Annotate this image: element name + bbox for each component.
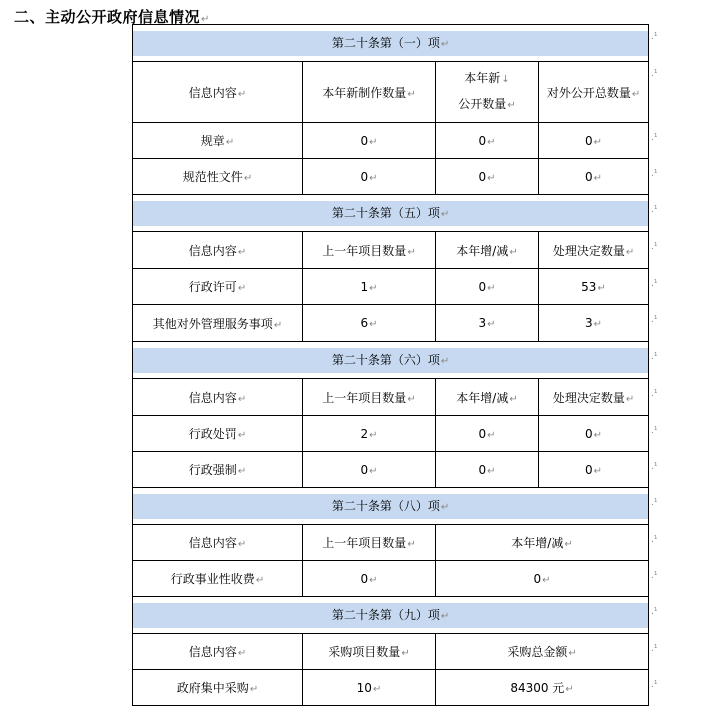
table-header-row [133,62,649,123]
row-end-mark-icon: .¹ [651,133,658,143]
section-title: 第二十条第（八）项↵ [133,494,648,519]
section-title: 第二十条第（一）项↵ [133,31,648,56]
header-cell: 处理决定数量↵ [539,232,649,269]
cell: 0↵ [539,416,649,452]
section-title-row [133,597,649,634]
row-end-mark-icon: .¹ [651,644,658,654]
row-label: 其他对外管理服务事项↵ [133,305,303,342]
section-title: 第二十条第（五）项↵ [133,201,648,226]
row-label: 行政强制↵ [133,452,303,488]
header-cell: 本年增/减↵ [436,379,539,416]
row-end-mark-icon: .¹ [651,498,658,508]
header-cell: 信息内容↵ [133,634,303,670]
paragraph-mark-icon: ↵ [201,14,210,25]
row-end-mark-icon: .¹ [651,680,658,690]
header-cell: 采购项目数量↵ [303,634,436,670]
header-cell: 本年新制作数量↵ [303,62,436,123]
header-cell: 上一年项目数量↵ [303,232,436,269]
cell: 0↵ [303,123,436,159]
row-end-mark-icon: .¹ [651,462,658,472]
cell: 0↵ [539,159,649,195]
row-label: 政府集中采购↵ [133,670,303,706]
table-header-row [133,232,649,269]
cell: 0↵ [436,416,539,452]
cell: 0↵ [539,123,649,159]
cell: 3↵ [539,305,649,342]
table-header-row [133,379,649,416]
cell: 0↵ [436,269,539,305]
section-title: 第二十条第（六）项↵ [133,348,648,373]
row-label: 行政事业性收费↵ [133,561,303,597]
row-end-mark-icon: .¹ [651,535,658,545]
disclosure-table [132,24,649,706]
table-row [133,416,649,452]
table-row [133,452,649,488]
section-title-row [133,342,649,379]
cell: 0↵ [303,452,436,488]
row-end-mark-icon: .¹ [651,32,658,42]
row-label: 规范性文件↵ [133,159,303,195]
header-cell: 信息内容↵ [133,62,303,123]
table-row [133,123,649,159]
row-end-mark-icon: .¹ [651,607,658,617]
row-end-mark-icon: .¹ [651,426,658,436]
cell: 53↵ [539,269,649,305]
header-cell: 信息内容↵ [133,525,303,561]
row-end-mark-icon: .¹ [651,279,658,289]
cell: 0↵ [436,159,539,195]
row-end-mark-icon: .¹ [651,571,658,581]
row-label: 行政许可↵ [133,269,303,305]
row-end-mark-icon: .¹ [651,242,658,252]
header-cell: 上一年项目数量↵ [303,379,436,416]
header-cell: 信息内容↵ [133,232,303,269]
section-title-row [133,195,649,232]
header-cell: 对外公开总数量↵ [539,62,649,123]
cell: 10↵ [303,670,436,706]
heading-text: 二、主动公开政府信息情况 [14,8,201,26]
row-end-mark-icon: .¹ [651,315,658,325]
cell: 0↵ [436,561,649,597]
cell: 2↵ [303,416,436,452]
cell: 0↵ [436,123,539,159]
header-cell: 本年新↓ 公开数量↵ [436,62,539,123]
cell: 1↵ [303,269,436,305]
row-label: 规章↵ [133,123,303,159]
cell: 0↵ [303,159,436,195]
row-end-mark-icon: .¹ [651,205,658,215]
table-header-row [133,525,649,561]
header-cell: 本年增/减↵ [436,232,539,269]
header-cell: 采购总金额↵ [436,634,649,670]
cell: 6↵ [303,305,436,342]
header-cell: 本年增/减↵ [436,525,649,561]
header-cell: 处理决定数量↵ [539,379,649,416]
table-row [133,561,649,597]
row-end-mark-icon: .¹ [651,169,658,179]
cell: 0↵ [303,561,436,597]
table-row [133,159,649,195]
row-end-mark-icon: .¹ [651,352,658,362]
table-row [133,305,649,342]
table-row [133,670,649,706]
header-cell: 信息内容↵ [133,379,303,416]
section-title: 第二十条第（九）项↵ [133,603,648,628]
section-title-row [133,488,649,525]
cell: 0↵ [436,452,539,488]
cell: 3↵ [436,305,539,342]
section-title-row [133,25,649,62]
cell: 0↵ [539,452,649,488]
row-end-mark-icon: .¹ [651,389,658,399]
table-row [133,269,649,305]
row-end-mark-icon: .¹ [651,69,658,79]
row-label: 行政处罚↵ [133,416,303,452]
table-header-row [133,634,649,670]
cell: 84300 元↵ [436,670,649,706]
header-cell: 上一年项目数量↵ [303,525,436,561]
